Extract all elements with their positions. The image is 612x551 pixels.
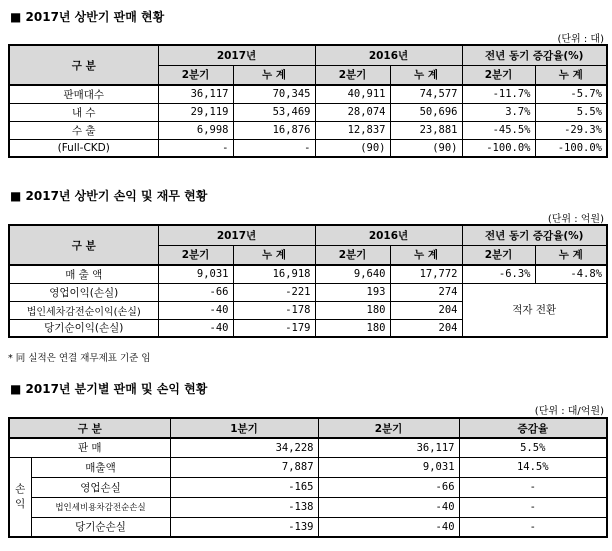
quarterly-table	[8, 417, 608, 538]
merged-note: 적자 전환	[462, 283, 607, 337]
header-2017: 2017년	[158, 225, 315, 245]
table-row	[9, 477, 607, 497]
header-q1: 1분기	[170, 418, 318, 438]
cell: -	[158, 139, 233, 157]
cell: -40	[318, 497, 459, 517]
header-change: 증감율	[459, 418, 607, 438]
cell: 5.5%	[459, 438, 607, 457]
cell: -165	[170, 477, 318, 497]
row-label: 법인세차감전순이익(손실)	[9, 301, 158, 319]
cell: 3.7%	[462, 103, 535, 121]
cell: 9,031	[158, 265, 233, 283]
header-q2: 2분기	[315, 245, 390, 265]
row-label: 영업손실	[31, 477, 170, 497]
footnote: * 同 실적은 연결 재무제표 기준 임	[8, 353, 151, 364]
cell: -138	[170, 497, 318, 517]
table-row	[9, 139, 607, 157]
cell: 180	[315, 301, 390, 319]
cell: -6.3%	[462, 265, 535, 283]
cell: -5.7%	[535, 85, 607, 103]
row-label: 영업이익(손실)	[9, 283, 158, 301]
cell: 17,772	[390, 265, 462, 283]
cell: -100.0%	[535, 139, 607, 157]
table-row	[9, 517, 607, 537]
header-cum: 누 계	[233, 65, 315, 85]
row-label: 매 출 액	[9, 265, 158, 283]
row-label: 판 매	[9, 438, 170, 457]
row-label: 당기순손실	[31, 517, 170, 537]
row-label: 매출액	[31, 457, 170, 477]
cell: 50,696	[390, 103, 462, 121]
cell: 9,031	[318, 457, 459, 477]
header-q2: 2분기	[158, 65, 233, 85]
table-row	[9, 457, 607, 477]
cell: 36,117	[158, 85, 233, 103]
sales-table	[8, 44, 608, 158]
cell: 12,837	[315, 121, 390, 139]
header-cum: 누 계	[390, 65, 462, 85]
header-cum: 누 계	[233, 245, 315, 265]
table-row	[9, 283, 607, 301]
row-label: 당기순이익(손실)	[9, 319, 158, 337]
table-row	[9, 85, 607, 103]
pl-table	[8, 224, 608, 338]
cell: 6,998	[158, 121, 233, 139]
row-label: 판매대수	[9, 85, 158, 103]
cell: -	[459, 497, 607, 517]
cell: 5.5%	[535, 103, 607, 121]
cell: (90)	[390, 139, 462, 157]
cell: 204	[390, 301, 462, 319]
header-cum: 누 계	[535, 65, 607, 85]
header-2016: 2016년	[315, 225, 462, 245]
cell: 7,887	[170, 457, 318, 477]
section1-title: ■ 2017년 상반기 판매 현황	[10, 10, 165, 24]
section2-title: ■ 2017년 상반기 손익 및 재무 현황	[10, 189, 208, 203]
cell: -	[459, 477, 607, 497]
header-q2: 2분기	[462, 245, 535, 265]
section1-unit: (단위 : 대)	[557, 34, 604, 45]
cell: 9,640	[315, 265, 390, 283]
cell: -139	[170, 517, 318, 537]
table-row	[9, 103, 607, 121]
cell: 23,881	[390, 121, 462, 139]
cell: 274	[390, 283, 462, 301]
header-q2: 2분기	[318, 418, 459, 438]
section3-unit: (단위 : 대/억원)	[534, 406, 604, 417]
table-row	[9, 121, 607, 139]
row-label: (Full-CKD)	[9, 139, 158, 157]
cell: -40	[158, 301, 233, 319]
header-q2: 2분기	[158, 245, 233, 265]
cell: -178	[233, 301, 315, 319]
header-cum: 누 계	[535, 245, 607, 265]
cell: (90)	[315, 139, 390, 157]
cell: -	[459, 517, 607, 537]
cell: -29.3%	[535, 121, 607, 139]
cell: -45.5%	[462, 121, 535, 139]
cell: 53,469	[233, 103, 315, 121]
header-yoy: 전년 동기 증감율(%)	[462, 45, 607, 65]
cell: -40	[318, 517, 459, 537]
row-label: 내 수	[9, 103, 158, 121]
header-q2: 2분기	[315, 65, 390, 85]
header-2016: 2016년	[315, 45, 462, 65]
cell: 40,911	[315, 85, 390, 103]
cell: 14.5%	[459, 457, 607, 477]
cell: 204	[390, 319, 462, 337]
cell: -100.0%	[462, 139, 535, 157]
cell: -179	[233, 319, 315, 337]
cell: -40	[158, 319, 233, 337]
header-gubun: 구 분	[9, 418, 170, 438]
section3-title: ■ 2017년 분기별 판매 및 손익 현황	[10, 382, 208, 396]
table-row	[9, 438, 607, 457]
cell: 74,577	[390, 85, 462, 103]
table-row	[9, 497, 607, 517]
pl-group-label: 손익	[9, 457, 31, 537]
row-label: 수 출	[9, 121, 158, 139]
cell: -11.7%	[462, 85, 535, 103]
cell: -4.8%	[535, 265, 607, 283]
header-gubun: 구 분	[9, 225, 158, 265]
header-2017: 2017년	[158, 45, 315, 65]
cell: 16,876	[233, 121, 315, 139]
header-gubun: 구 분	[9, 45, 158, 85]
section2-unit: (단위 : 억원)	[547, 214, 604, 225]
cell: 70,345	[233, 85, 315, 103]
header-yoy: 전년 동기 증감율(%)	[462, 225, 607, 245]
cell: 34,228	[170, 438, 318, 457]
header-q2: 2분기	[462, 65, 535, 85]
cell: -	[233, 139, 315, 157]
cell: 36,117	[318, 438, 459, 457]
cell: -66	[158, 283, 233, 301]
row-label: 법인세비용차감전순손실	[31, 497, 170, 517]
table-row	[9, 265, 607, 283]
header-cum: 누 계	[390, 245, 462, 265]
cell: 16,918	[233, 265, 315, 283]
cell: -221	[233, 283, 315, 301]
cell: 28,074	[315, 103, 390, 121]
cell: 193	[315, 283, 390, 301]
cell: -66	[318, 477, 459, 497]
cell: 29,119	[158, 103, 233, 121]
cell: 180	[315, 319, 390, 337]
